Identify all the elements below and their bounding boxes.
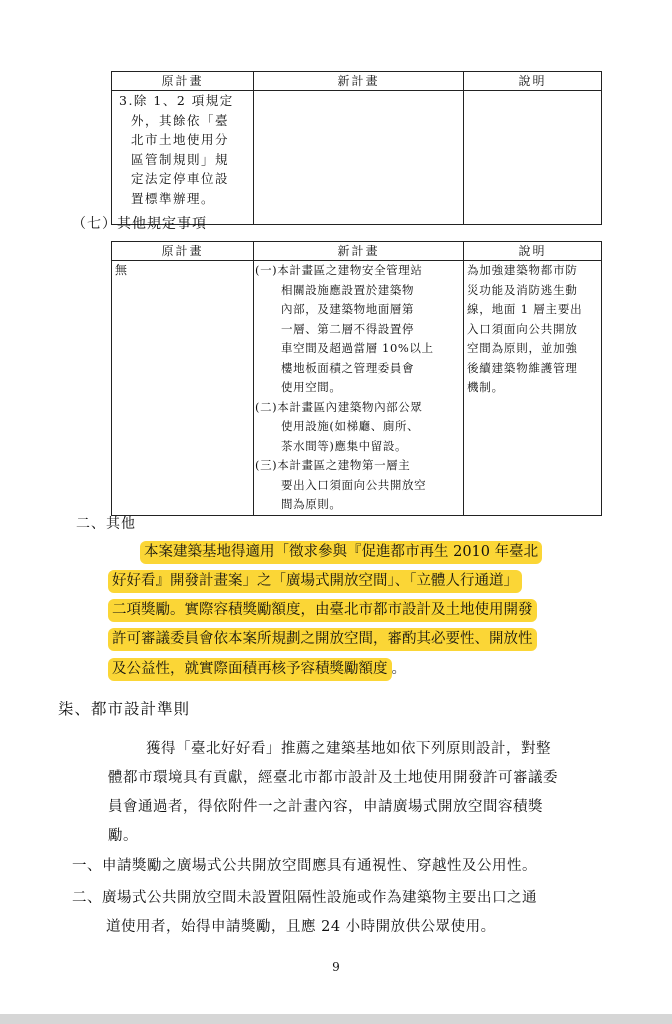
explanation-cell xyxy=(464,261,602,516)
section-2-heading: 二、其他 xyxy=(76,516,136,532)
item-line: 要出入口須面向公共開放空 xyxy=(281,477,427,492)
intro-line: 獲得「臺北好好看」推薦之建築基地如依下列原則設計，對整 xyxy=(146,741,551,757)
cell-line: 北市土地使用分 xyxy=(131,132,230,147)
rule-item-2-line: 道使用者，始得申請獎勵，且應 24 小時開放供公眾使用。 xyxy=(106,919,496,935)
item-line: (三)本計畫區之建物第一層主 xyxy=(255,458,411,472)
note-line: 機制。 xyxy=(467,380,504,394)
highlighted-line: 及公益性，就實際面積再核予容積獎勵額度 xyxy=(108,658,392,681)
note-line: 空間為原則，並加強 xyxy=(467,341,578,355)
parking-rules-table xyxy=(111,71,602,225)
item-line: (一)本計畫區之建物安全管理站 xyxy=(255,263,423,277)
period-mark: 。 xyxy=(391,661,406,677)
header-new-plan: 新計畫 xyxy=(254,72,464,91)
original-plan-cell xyxy=(112,261,254,516)
cell-line: 置標準辦理。 xyxy=(131,190,216,206)
other-rules-table xyxy=(111,241,602,516)
item-line: 使用空間。 xyxy=(281,380,342,394)
item-line: 內部，及建築物地面層第 xyxy=(281,302,415,316)
intro-line: 體都市環境具有貢獻，經臺北市都市設計及土地使用開發許可審議委 xyxy=(108,770,558,786)
original-plan-cell xyxy=(112,91,254,225)
highlighted-line: 二項獎勵。實際容積獎勵額度，由臺北市都市設計及土地使用開發 xyxy=(108,599,537,622)
header-original-plan: 原計畫 xyxy=(112,242,254,261)
header-original-plan: 原計畫 xyxy=(112,72,254,91)
item-line: (二)本計畫區內建築物內部公眾 xyxy=(255,399,423,414)
cell-line: 3.除 1、2 項規定 xyxy=(119,93,234,108)
page-number: 9 xyxy=(332,960,340,974)
rule-item-2-line: 二、廣場式公共開放空間未設置阻隔性設施或作為建築物主要出口之通 xyxy=(72,890,537,906)
highlighted-paragraph xyxy=(108,541,542,686)
cell-line: 定法定停車位設 xyxy=(131,171,230,186)
intro-line: 勵。 xyxy=(108,828,138,844)
chapter-7-heading: 柒、都市設計準則 xyxy=(58,700,191,718)
note-line: 線，地面 1 層主要出 xyxy=(467,302,583,316)
explanation-cell xyxy=(464,91,602,225)
item-line: 間為原則。 xyxy=(281,497,342,511)
cell-line: 區管制規則」規 xyxy=(131,151,230,167)
note-line: 為加強建築物都市防 xyxy=(467,263,578,277)
note-line: 後續建築物維護管理 xyxy=(467,360,578,375)
header-new-plan: 新計畫 xyxy=(254,242,464,261)
item-line: 相關設施應設置於建築物 xyxy=(281,282,415,297)
section-7-heading: （七）其他規定事項 xyxy=(72,216,207,232)
item-line: 茶水間等)應集中留設。 xyxy=(281,438,408,453)
new-plan-cell xyxy=(254,261,464,516)
highlighted-line: 本案建築基地得適用「徵求參與『促進都市再生 2010 年臺北 xyxy=(140,541,542,564)
item-line: 車空間及超過當層 10%以上 xyxy=(281,341,434,355)
header-explanation: 說明 xyxy=(464,242,602,261)
new-plan-cell xyxy=(254,91,464,225)
rule-item-1: 一、申請獎勵之廣場式公共開放空間應具有通視性、穿越性及公用性。 xyxy=(72,858,537,874)
note-line: 入口須面向公共開放 xyxy=(467,321,578,336)
cell-line: 無 xyxy=(115,263,128,277)
highlighted-line: 好好看』開發計畫案」之「廣場式開放空間」、「立體人行通道」 xyxy=(108,570,522,593)
cell-line: 外，其餘依「臺 xyxy=(131,112,230,128)
highlighted-line: 許可審議委員會依本案所規劃之開放空間，審酌其必要性、開放性 xyxy=(108,628,537,651)
intro-line: 員會通過者，得依附件一之計畫內容，申請廣場式開放空間容積獎 xyxy=(108,799,543,815)
item-line: 樓地板面積之管理委員會 xyxy=(281,360,415,375)
item-line: 使用設施(如梯廳、廁所、 xyxy=(281,419,420,433)
header-explanation: 說明 xyxy=(464,72,602,91)
note-line: 災功能及消防逃生動 xyxy=(467,282,578,297)
item-line: 一層、第二層不得設置停 xyxy=(281,321,415,336)
